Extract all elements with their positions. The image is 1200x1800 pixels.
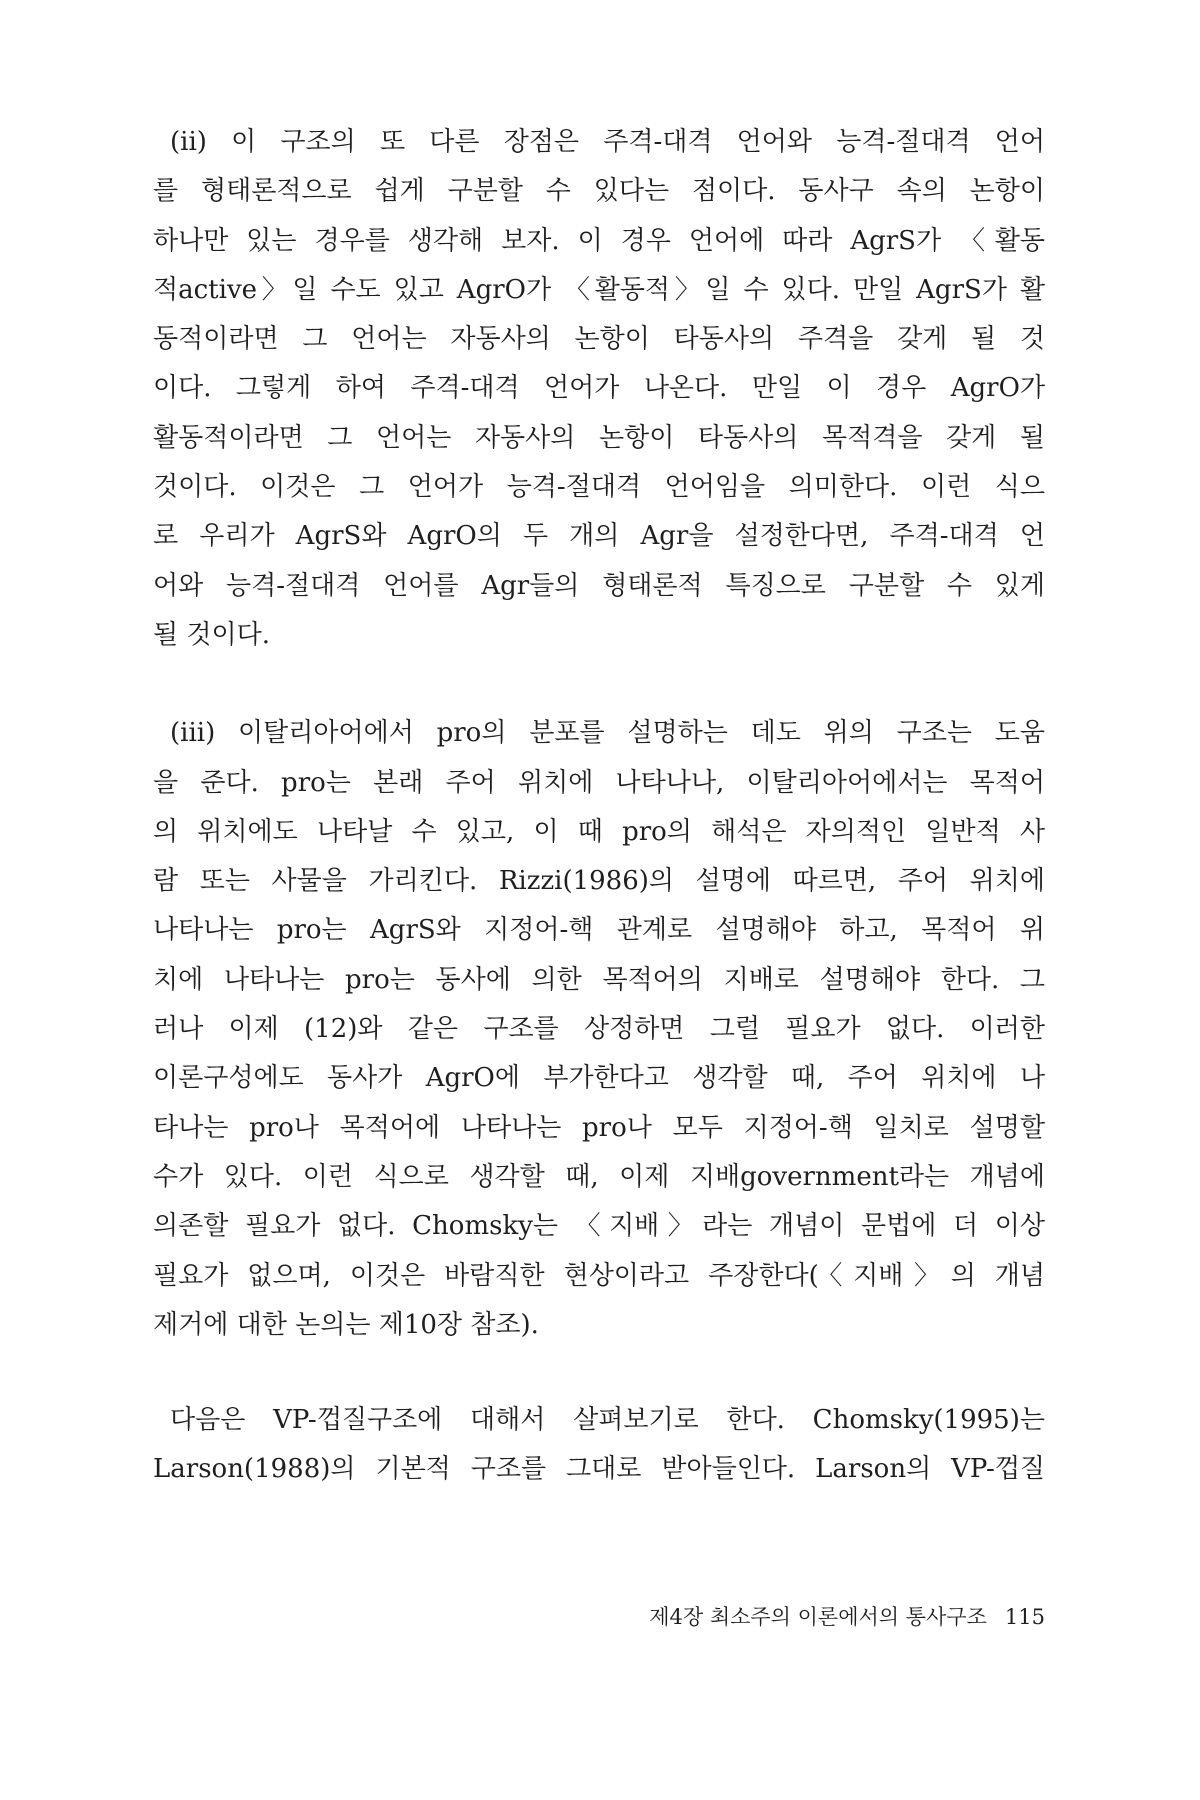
text-line: Larson(1988)의 기본적 구조를 그대로 받아들인다. Larson의 VP-껍질 [153, 1454, 1045, 1485]
text-line: 적active〉일 수도 있고 AgrO가 〈활동적〉일 수 있다. 만일 AgrS가 활 [153, 274, 1045, 305]
text-line: 람 또는 사물을 가리킨다. Rizzi(1986)의 설명에 따르면, 주어 위치에 [153, 866, 1045, 897]
text-line: 을 준다. pro는 본래 주어 위치에 나타나나, 이탈리아어에서는 목적어 [153, 767, 1045, 798]
text-line: 것이다. 이것은 그 언어가 능격-절대격 언어임을 의미한다. 이런 식으 [153, 472, 1045, 503]
text-line: 이론구성에도 동사가 AgrO에 부가한다고 생각할 때, 주어 위치에 나 [153, 1063, 1045, 1094]
text-line: 타나는 pro나 목적어에 나타나는 pro나 모두 지정어-핵 일치로 설명할 [153, 1112, 1045, 1143]
paragraph-vp-shell [153, 1396, 1045, 1495]
paragraph-ii [153, 118, 1045, 660]
text-line: 다음은 VP-껍질구조에 대해서 살펴보기로 한다. Chomsky(1995)는 [170, 1405, 1045, 1436]
body-text [153, 118, 1045, 1495]
text-line: 이다. 그렇게 하여 주격-대격 언어가 나온다. 만일 이 경우 AgrO가 [153, 373, 1045, 404]
text-line: (ii) 이 구조의 또 다른 장점은 주격-대격 언어와 능격-절대격 언어 [170, 127, 1045, 157]
page-footer [153, 1597, 1045, 1637]
text-line: 의 위치에도 나타날 수 있고, 이 때 pro의 해석은 자의적인 일반적 사 [153, 816, 1045, 847]
text-line: (iii) 이탈리아어에서 pro의 분포를 설명하는 데도 위의 구조는 도움 [170, 718, 1045, 749]
text-line: 수가 있다. 이런 식으로 생각할 때, 이제 지배government라는 개념에 [153, 1161, 1045, 1192]
text-line: 활동적이라면 그 언어는 자동사의 논항이 타동사의 목적격을 갖게 될 [153, 422, 1045, 453]
page-number: 115 [1004, 1605, 1045, 1629]
paragraph-iii [153, 709, 1045, 1350]
paragraph-spacer [153, 1350, 1045, 1396]
text-line: 치에 나타나는 pro는 동사에 의한 목적어의 지배로 설명해야 한다. 그 [153, 964, 1045, 995]
paragraph-spacer [153, 660, 1045, 709]
running-head: 제4장 최소주의 이론에서의 통사구조 [649, 1605, 987, 1629]
text-line: 나타나는 pro는 AgrS와 지정어-핵 관계로 설명해야 하고, 목적어 위 [153, 915, 1045, 946]
text-line: 하나만 있는 경우를 생각해 보자. 이 경우 언어에 따라 AgrS가 〈활동 [153, 225, 1045, 256]
text-line: 어와 능격-절대격 언어를 Agr들의 형태론적 특징으로 구분할 수 있게 [153, 570, 1045, 601]
text-line: 의존할 필요가 없다. Chomsky는 〈지배〉라는 개념이 문법에 더 이상 [153, 1211, 1045, 1242]
text-line: 동적이라면 그 언어는 자동사의 논항이 타동사의 주격을 갖게 될 것 [153, 324, 1045, 355]
text-line: 필요가 없으며, 이것은 바람직한 현상이라고 주장한다(〈지배〉의 개념 [153, 1260, 1045, 1291]
text-line: 될 것이다. [153, 619, 270, 650]
text-line: 러나 이제 (12)와 같은 구조를 상정하면 그럴 필요가 없다. 이러한 [153, 1014, 1045, 1045]
text-line: 로 우리가 AgrS와 AgrO의 두 개의 Agr을 설정한다면, 주격-대격 언 [153, 521, 1045, 552]
text-line: 제거에 대한 논의는 제10장 참조). [153, 1309, 539, 1340]
text-line: 를 형태론적으로 쉽게 구분할 수 있다는 점이다. 동사구 속의 논항이 [153, 176, 1045, 207]
